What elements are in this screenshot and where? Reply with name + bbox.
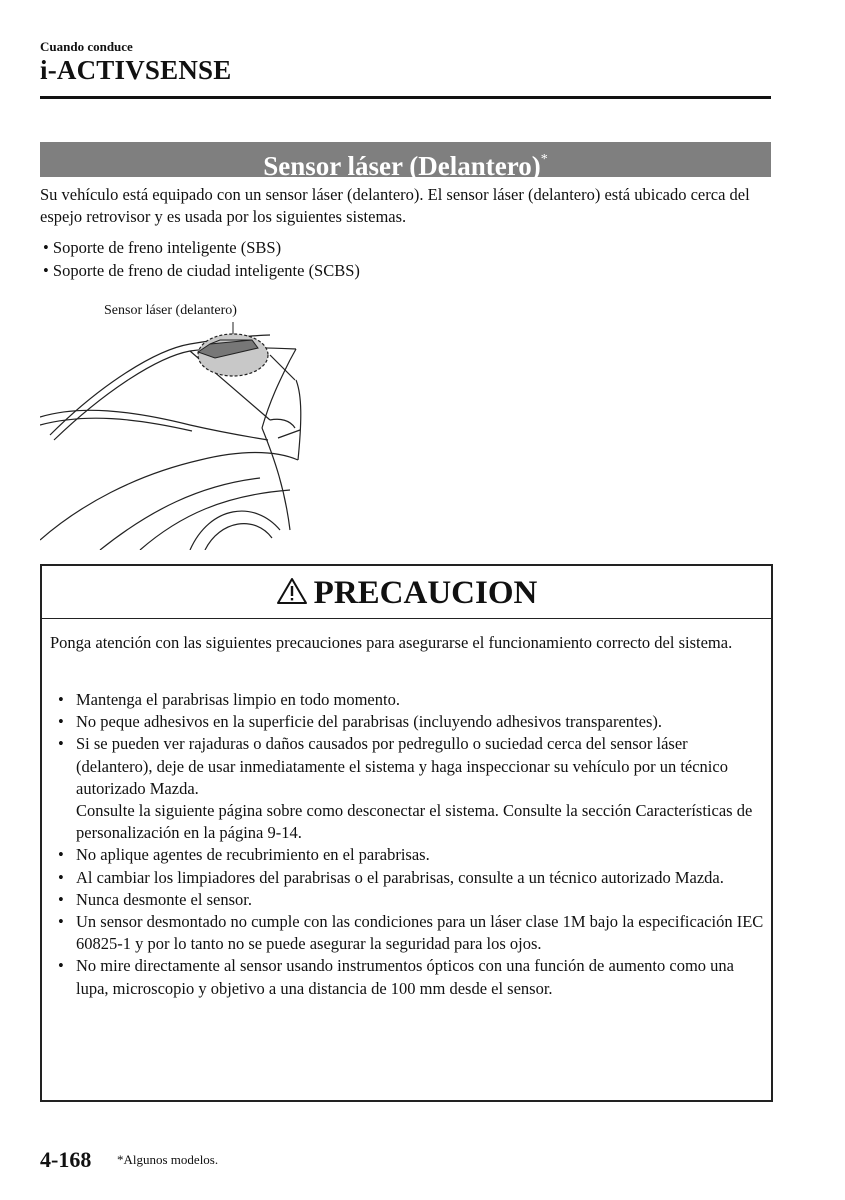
caution-item: • No mire directamente al sensor usando instrumentos ópticos con una función de aumento como una lupa, microscopio y objetivo a una distancia de 100 mm desde el sensor. [56,955,768,999]
chapter-title: i-ACTIVSENSE [40,55,232,85]
caution-item: • Mantenga el parabrisas limpio en todo momento. [56,689,768,711]
page-title-bar [40,142,771,181]
caution-box [40,564,773,1102]
caution-item: • No peque adhesivos en la superficie del parabrisas (incluyendo adhesivos transparentes). [56,711,768,733]
intro-paragraph: Su vehículo está equipado con un sensor láser (delantero). El sensor láser (delantero) está ubicado cerca del espejo retrovisor y es usada por los siguientes sistemas. [40,185,750,226]
page-title: Sensor láser (Delantero) [263,151,541,181]
caution-item: • Nunca desmonte el sensor. [56,889,768,911]
footnote: *Algunos modelos. [117,1152,219,1167]
section-label: Cuando conduce [40,39,133,54]
caution-intro: Ponga atención con las siguientes precauciones para asegurarse el funcionamiento correcto del sistema. [50,633,733,652]
caution-item: • Si se pueden ver rajaduras o daños causados por pedregullo o suciedad cerca del sensor láser (delantero), deje de usar inmediatamente el sistema y haga inspeccionar su vehículo por un técnico autorizado Mazda. Consulte la siguiente página sobre como desconectar el sistema. Consulte la sección Características de personalización en la página 9-14. [56,733,768,844]
caution-item: • Al cambiar los limpiadores del parabrisas o el parabrisas, consulte a un técnico autorizado Mazda. [56,867,768,889]
caution-list [56,689,768,1000]
page-number: 4-168 [40,1147,92,1172]
caution-title: PRECAUCION [313,575,538,611]
footnote-marker: * [540,152,548,167]
systems-list [43,236,360,282]
system-item: • Soporte de freno de ciudad inteligente (SCBS) [43,261,360,280]
caution-item: • Un sensor desmontado no cumple con las condiciones para un láser clase 1M bajo la especificación IEC 60825-1 y por lo tanto no se puede asegurar la seguridad para los ojos. [56,911,768,955]
warning-triangle-icon [276,577,308,605]
caution-item: • No aplique agentes de recubrimiento en el parabrisas. [56,844,768,866]
system-item: • Soporte de freno inteligente (SBS) [43,238,282,257]
caution-header [42,566,771,619]
windshield-sensor-illustration [40,300,310,550]
figure-label: Sensor láser (delantero) [104,303,237,318]
header-rule [40,96,771,99]
